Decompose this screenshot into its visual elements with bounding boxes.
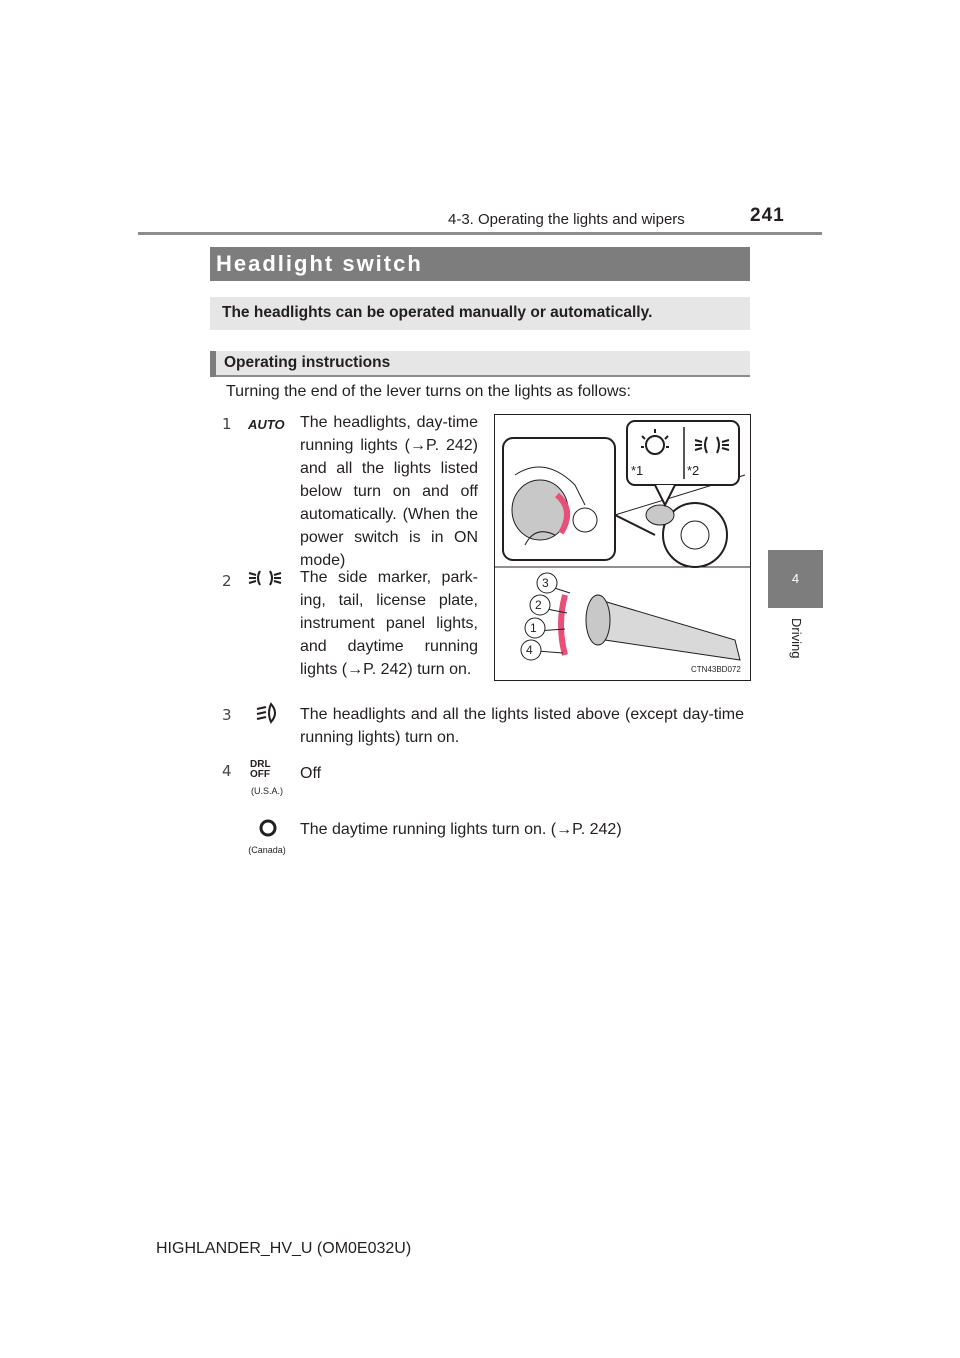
figure-star-2: *2 xyxy=(687,463,700,478)
callout-4: 4 xyxy=(526,643,533,657)
callout-3: 3 xyxy=(542,576,549,590)
header-rule xyxy=(138,232,822,235)
drl-off-icon xyxy=(250,760,284,780)
item-text-1: The headlights, day-time running lights (→P. 242) and all the lights listed below turn on and off automatically. (When the power switch is in ON mode) xyxy=(300,414,478,569)
caption-canada: (Canada) xyxy=(248,845,286,855)
headlights-icon xyxy=(255,702,281,724)
page-number: 241 xyxy=(750,205,785,226)
item-text-4: Off xyxy=(300,765,322,782)
item-text-3: The headlights and all the lights listed above (except day-time running lights) turn on. xyxy=(300,706,744,746)
figure-star-1: *1 xyxy=(631,463,644,478)
parking-lights-icon xyxy=(247,568,283,588)
item-text-2: The side marker, park-ing, tail, license plate, instrument panel lights, and daytime running lights (→P. 242) turn on. xyxy=(300,569,478,678)
subtitle-box: The headlights can be operated manually or automatically. xyxy=(210,297,750,330)
drl-on-icon xyxy=(258,818,278,838)
item-number-1: 1 xyxy=(222,415,232,433)
callout-2: 2 xyxy=(535,598,542,612)
item-number-3: 3 xyxy=(222,706,232,724)
intro-text: Turning the end of the lever turns on the lights as follows: xyxy=(226,383,631,400)
figure-code: CTN43BD072 xyxy=(691,665,741,674)
footer-model: HIGHLANDER_HV_U (OM0E032U) xyxy=(156,1240,412,1257)
lever-illustration xyxy=(494,414,751,681)
subsection-heading: Operating instructions xyxy=(210,351,750,377)
caption-usa: (U.S.A.) xyxy=(250,786,283,796)
item-number-2: 2 xyxy=(222,572,232,590)
chapter-label: Driving xyxy=(789,618,804,659)
section-label: 4-3. Operating the lights and wipers xyxy=(448,211,685,228)
item-text-canada: The daytime running lights turn on. (→P. 242) xyxy=(300,821,622,838)
page-title: Headlight switch xyxy=(210,247,750,281)
auto-icon: AUTO xyxy=(248,417,285,432)
callout-1: 1 xyxy=(530,621,537,635)
chapter-tab: 4 xyxy=(768,550,823,608)
item-number-4: 4 xyxy=(222,762,232,780)
drl-off-icon-label: DRL OFF xyxy=(250,759,271,780)
